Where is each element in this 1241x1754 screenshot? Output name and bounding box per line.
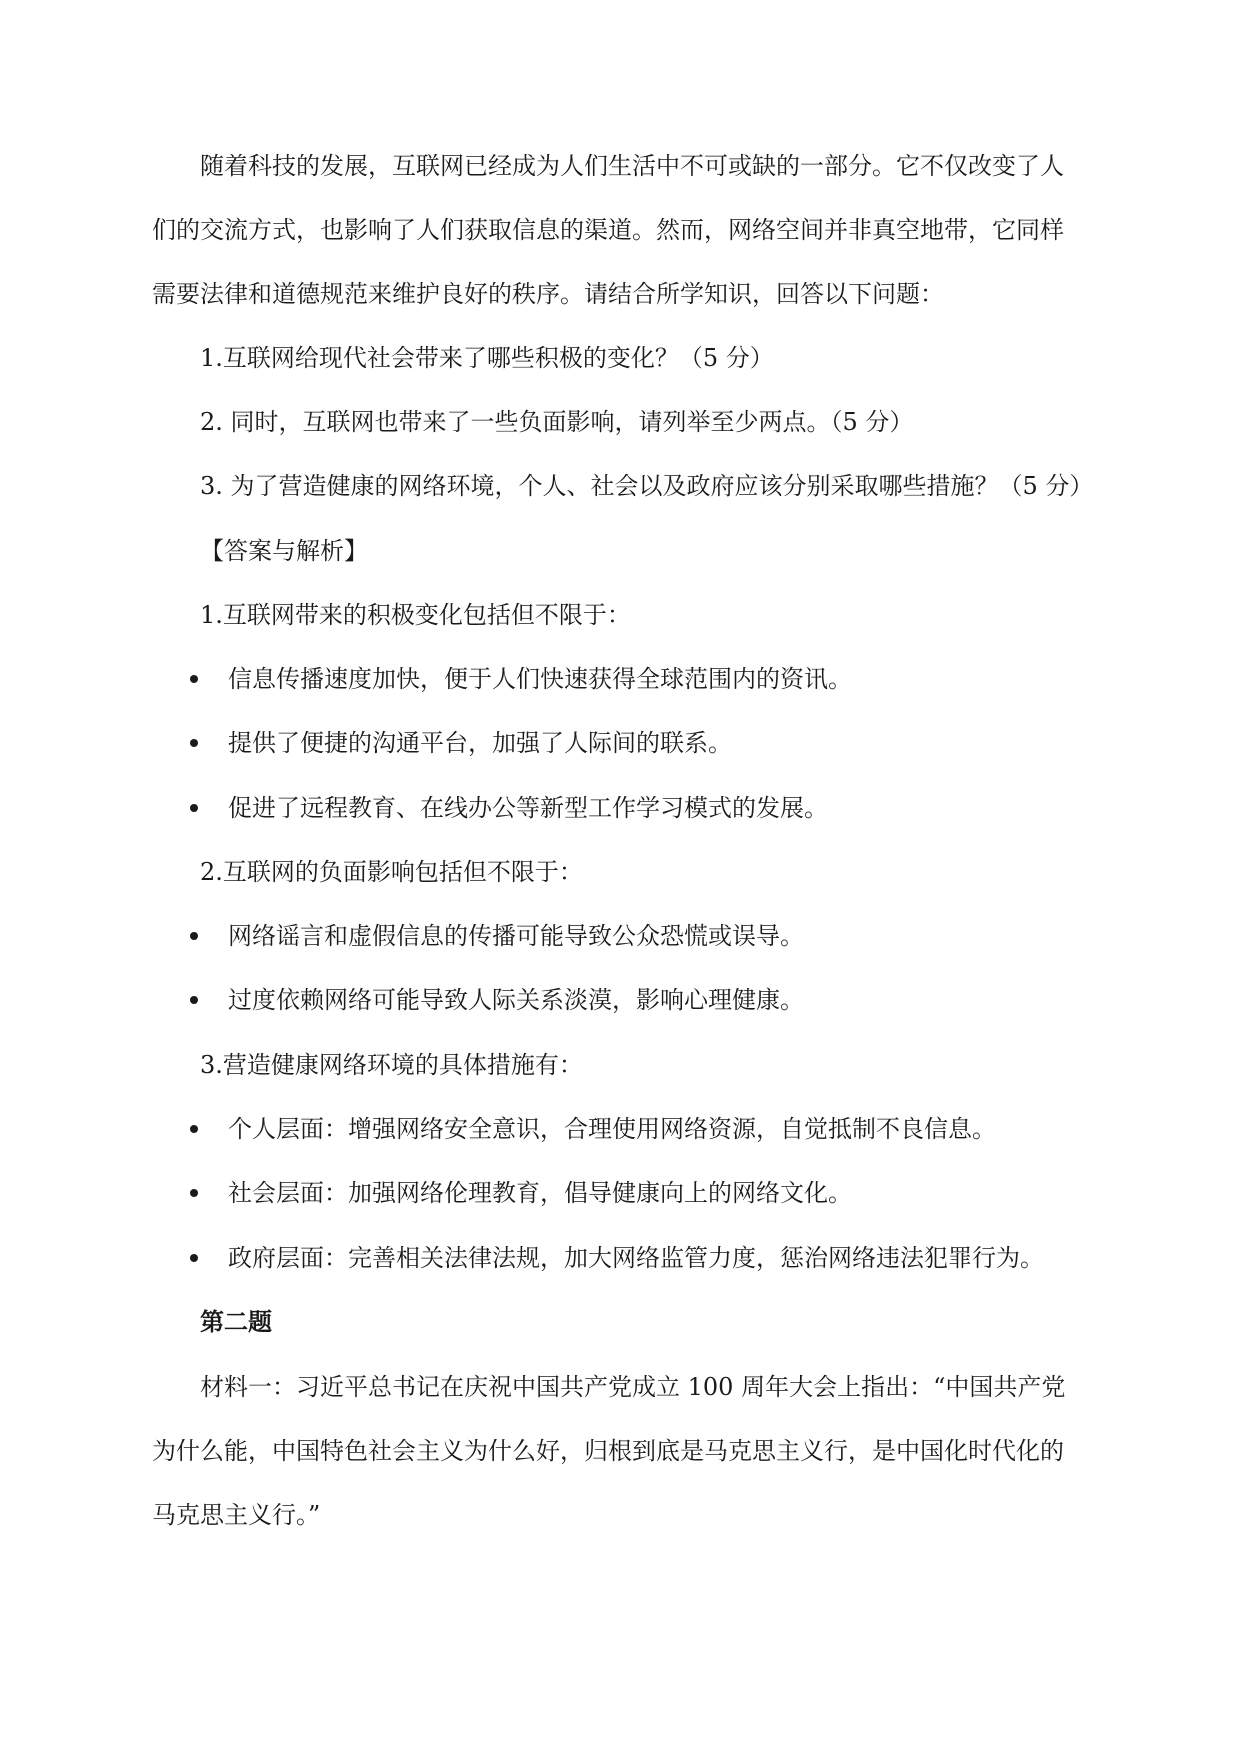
material-line-2: 为什么能，中国特色社会主义为什么好，归根到底是马克思主义行，是中国化时代化的 <box>152 1437 1064 1465</box>
answer-heading: 【答案与解析】 <box>200 537 368 565</box>
list-item-text: 促进了远程教育、在线办公等新型工作学习模式的发展。 <box>228 794 828 822</box>
bullet-icon <box>190 1254 198 1262</box>
list-item-text: 网络谣言和虚假信息的传播可能导致公众恐慌或误导。 <box>228 922 804 950</box>
answer-1-heading: 1.互联网带来的积极变化包括但不限于： <box>200 601 631 629</box>
material-line-3: 马克思主义行。” <box>152 1501 321 1529</box>
question-2: 2. 同时，互联网也带来了一些负面影响，请列举至少两点。（5 分） <box>200 408 914 436</box>
bullet-icon <box>190 932 198 940</box>
bullet-icon <box>190 1189 198 1197</box>
question-1: 1.互联网给现代社会带来了哪些积极的变化？（5 分） <box>200 344 774 372</box>
answer-3-heading: 3.营造健康网络环境的具体措施有： <box>200 1051 583 1079</box>
list-item-text: 社会层面：加强网络伦理教育，倡导健康向上的网络文化。 <box>228 1179 852 1207</box>
question-3: 3. 为了营造健康的网络环境，个人、社会以及政府应该分别采取哪些措施？（5 分） <box>200 472 1094 500</box>
bullet-icon <box>190 739 198 747</box>
answer-2-heading: 2.互联网的负面影响包括但不限于： <box>200 858 583 886</box>
intro-line-1: 随着科技的发展，互联网已经成为人们生活中不可或缺的一部分。它不仅改变了人 <box>200 152 1064 180</box>
list-item-text: 信息传播速度加快，便于人们快速获得全球范围内的资讯。 <box>228 665 852 693</box>
list-item-text: 过度依赖网络可能导致人际关系淡漠，影响心理健康。 <box>228 986 804 1014</box>
list-item-text: 政府层面：完善相关法律法规，加大网络监管力度，惩治网络违法犯罪行为。 <box>228 1244 1044 1272</box>
intro-line-2: 们的交流方式，也影响了人们获取信息的渠道。然而，网络空间并非真空地带，它同样 <box>152 216 1064 244</box>
material-line-1: 材料一：习近平总书记在庆祝中国共产党成立 100 周年大会上指出：“中国共产党 <box>200 1373 1066 1401</box>
list-item-text: 个人层面：增强网络安全意识，合理使用网络资源，自觉抵制不良信息。 <box>228 1115 996 1143</box>
section-2-title: 第二题 <box>200 1307 272 1336</box>
bullet-icon <box>190 996 198 1004</box>
intro-line-3: 需要法律和道德规范来维护良好的秩序。请结合所学知识，回答以下问题： <box>152 280 944 308</box>
bullet-icon <box>190 1125 198 1133</box>
bullet-icon <box>190 804 198 812</box>
bullet-icon <box>190 675 198 683</box>
list-item-text: 提供了便捷的沟通平台，加强了人际间的联系。 <box>228 729 732 757</box>
